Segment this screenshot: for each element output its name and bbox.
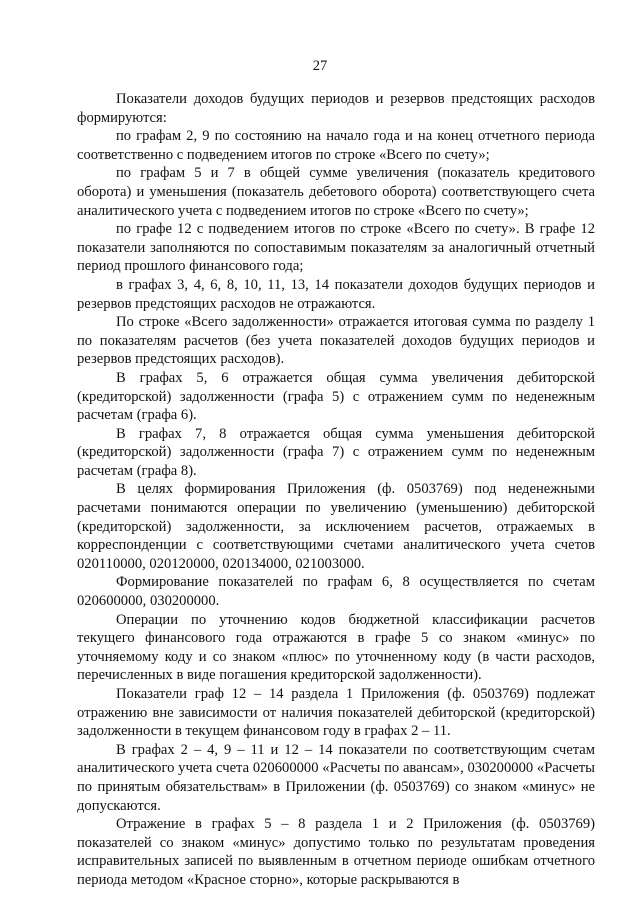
paragraph: Операции по уточнению кодов бюджетной классификации расчетов текущего финансового года отражаются в графе 5 со знаком «минус» по уточняемому коду и со знаком «плюс» по уточненному коду (в части расходов, перечисленных в виде погашения кредиторской задолженности). [77,611,595,684]
paragraph: В графах 7, 8 отражается общая сумма уменьшения дебиторской (кредиторской) задолженности (графа 7) с отражением сумм по неденежным расчетам (графа 8). [77,425,595,479]
paragraph: по графе 12 с подведением итогов по строке «Всего по счету». В графе 12 показатели заполняются по сопоставимым показателям за аналогичный отчетный период прошлого финансового года; [77,221,595,275]
paragraph: Отражение в графах 5 – 8 раздела 1 и 2 Приложения (ф. 0503769) показателей со знаком «минус» допустимо только по результатам проведения исправительных записей по выявленным в отчетном периоде ошибкам отчетного периода методом «Красное сторно», которые раскрываются в [77,816,595,888]
paragraph: по графам 5 и 7 в общей сумме увеличения (показатель кредитового оборота) и уменьшения (показатель дебетового оборота) соответствующего счета аналитического учета с подведением итогов по строке «Всего по счету»; [77,165,595,219]
document-body [77,90,595,890]
paragraph: По строке «Всего задолженности» отражается итоговая сумма по разделу 1 по показателям расчетов (без учета показателей доходов будущих периодов и резервов предстоящих расходов). [77,314,595,368]
paragraph: Показатели доходов будущих периодов и резервов предстоящих расходов формируются: [77,91,595,126]
paragraph: Формирование показателей по графам 6, 8 осуществляется по счетам 020600000, 030200000. [77,574,595,610]
paragraph: по графам 2, 9 по состоянию на начало года и на конец отчетного периода соответственно с подведением итогов по строке «Всего по счету»; [77,128,595,163]
paragraph: В целях формирования Приложения (ф. 0503769) под неденежными расчетами понимаются операции по увеличению (уменьшению) дебиторской (кредиторской) задолженности, за исключением расчетов, отражаемых в корреспонденции с соответствующими счетами аналитического учета счетов 020110000, 020120000, 020134000, 021003000. [77,481,595,572]
paragraph: В графах 5, 6 отражается общая сумма увеличения дебиторской (кредиторской) задолженности (графа 5) с отражением сумм по неденежным расчетам (графа 6). [77,369,595,424]
paragraph: В графах 2 – 4, 9 – 11 и 12 – 14 показатели по соответствующим счетам аналитического учета счета 020600000 «Расчеты по авансам», 030200000 «Расчеты по принятым обязательствам» в Приложении (ф. 0503769) со знаком «минус» не допускаются. [77,741,595,814]
paragraph: Показатели граф 12 – 14 раздела 1 Приложения (ф. 0503769) подлежат отражению вне зависимости от наличия показателей дебиторской (кредиторской) задолженности в текущем финансовом году в графах 2 – 11. [77,686,595,740]
paragraph: в графах 3, 4, 6, 8, 10, 11, 13, 14 показатели доходов будущих периодов и резервов предстоящих расходов не отражаются. [77,276,595,312]
page-number: 27 [312,58,328,74]
